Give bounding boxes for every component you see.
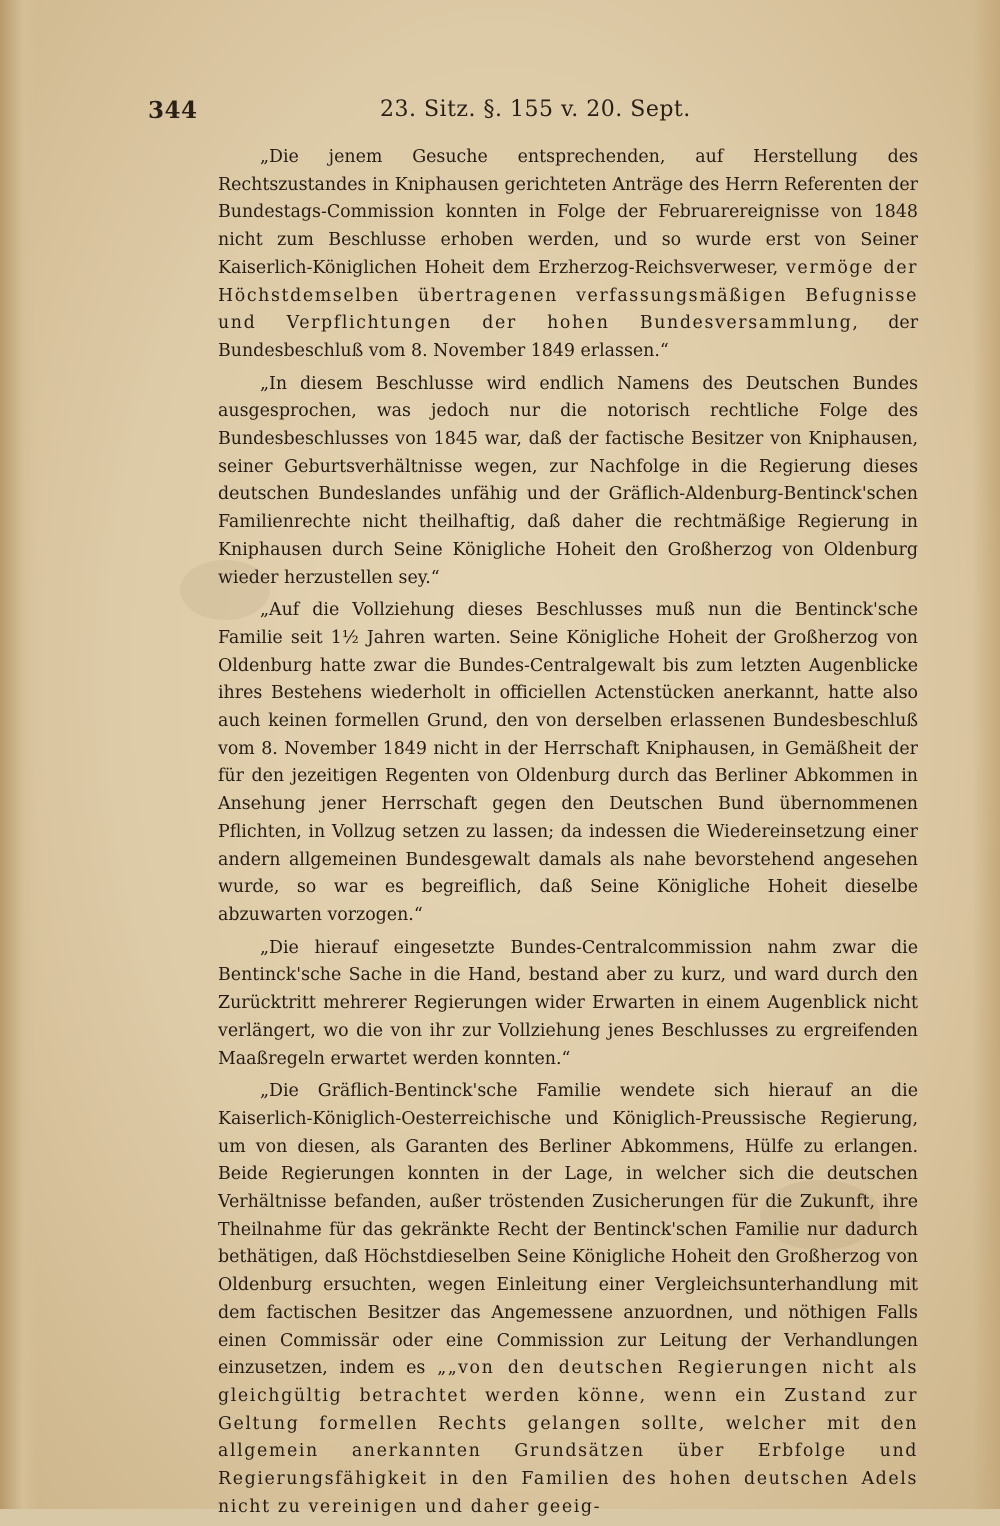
page-gutter-shadow bbox=[0, 0, 38, 1509]
paragraph-1 bbox=[218, 144, 918, 366]
paragraph-text: „Auf die Vollziehung dieses Beschlusses muß nun die Bentinck'sche Familie seit 1½ Jahren warten. Seine Königliche Hoheit der Großherzog von Oldenburg hatte zwar die Bundes-Centralgewalt bis zum letzten Augenblicke ihres Bestehens wiederholt in officiellen Actenstücken anerkannt, hatte also auch keinen formellen Grund, den von derselben erlassenen Bundesbeschluß vom 8. November 1849 nicht in der Herrschaft Kniphausen, in Gemäßheit der für den jezeitigen Regenten von Oldenburg durch das Berliner Abkommen in Ansehung jener Herrschaft gegen den Deutschen Bund übernommenen Pflichten, in Vollzug setzen zu lassen; da indessen die Wiedereinsetzung einer andern allgemeinen Bundesgewalt damals als nahe bevorstehend angesehen wurde, so war es begreiflich, daß Seine Königliche Hoheit dieselbe abzuwarten vorzogen.“ bbox=[218, 600, 918, 925]
paragraph-text: „Die jenem Gesuche entsprechenden, auf Herstellung des Rechtszustandes in Kniphausen gerichteten Anträge des Herrn Referenten der Bundestags-Commission konnten in Folge der Februarereignisse von 1848 nicht zum Beschlusse erhoben werden, und so wurde erst von Seiner Kaiserlich-Königlichen Hoheit dem Erzherzog-Reichsverweser, bbox=[218, 147, 918, 278]
paragraph-3 bbox=[218, 597, 918, 929]
running-head: 23. Sitz. §. 155 v. 20. Sept. bbox=[380, 97, 691, 122]
paragraph-text: „Die Gräflich-Bentinck'sche Familie wendete sich hierauf an die Kaiserlich-Königlich-Oesterreichische und Königlich-Preussische Regierung, um von diesen, als Garanten des Berliner Abkommens, Hülfe zu erlangen. Beide Regierungen konnten in der Lage, in welcher sich die deutschen Verhältnisse befanden, außer tröstenden Zusicherungen für die Zukunft, ihre Theilnahme für das gekränkte Recht der Bentinck'schen Familie nur dadurch bethätigen, daß Höchstdieselben Seine Königliche Hoheit den Großherzog von Oldenburg ersuchten, wegen Einleitung einer Vergleichsunterhandlung mit dem factischen Besitzer das Angemessene anzuordnen, und nöthigen Falls einen Commissär oder eine Commission zur Leitung der Verhandlungen einzusetzen, indem es bbox=[218, 1081, 918, 1379]
page-number: 344 bbox=[148, 97, 198, 124]
emphasized-text: vermöge der Höchstdemselben übertragenen verfassungsmäßigen Befugnisse und Verpflichtungen der hohen Bundesversammlung, bbox=[218, 257, 918, 334]
paragraph-5 bbox=[218, 1078, 918, 1521]
paragraph-text: „Die hierauf eingesetzte Bundes-Centralcommission nahm zwar die Bentinck'sche Sache in die Hand, bestand aber zu kurz, und ward durch den Zurücktritt mehrerer Regierungen wider Erwarten in einem Augenblick nicht verlängert, wo die von ihr zur Vollziehung jenes Beschlusses zu ergreifenden Maaßregeln erwartet werden konnten.“ bbox=[218, 937, 918, 1069]
body-text bbox=[218, 144, 918, 1526]
page-edge-shadow bbox=[972, 0, 1000, 1509]
quoted-text: „„von den deutschen Regierungen nicht als gleichgültig betrachtet werden könne, wenn ein Zustand zur Geltung formellen Rechts gelangen sollte, welcher mit den allgemein anerkannten Grundsätzen über Erbfolge und Regierungsfähigkeit in den Familien des hohen deutschen Adels nicht zu vereinigen und daher geeig- bbox=[218, 1358, 918, 1517]
paragraph-text-tail: der Bundesbeschluß vom 8. November 1849 erlassen.“ bbox=[218, 313, 919, 361]
paragraph-4 bbox=[218, 935, 918, 1074]
paragraph-2 bbox=[218, 371, 918, 593]
page-header bbox=[148, 97, 928, 133]
paragraph-text: „In diesem Beschlusse wird endlich Namens des Deutschen Bundes ausgesprochen, was jedoch nur die notorisch rechtliche Folge des Bundesbeschlusses von 1845 war, daß der factische Besitzer von Kniphausen, seiner Geburtsverhältnisse wegen, zur Nachfolge in die Regierung dieses deutschen Bundeslandes unfähig und der Gräflich-Aldenburg-Bentinck'schen Familienrechte nicht theilhaftig, daß daher die rechtmäßige Regierung in Kniphausen durch Seine Königliche Hoheit den Großherzog von Oldenburg wieder herzustellen sey.“ bbox=[218, 373, 918, 588]
